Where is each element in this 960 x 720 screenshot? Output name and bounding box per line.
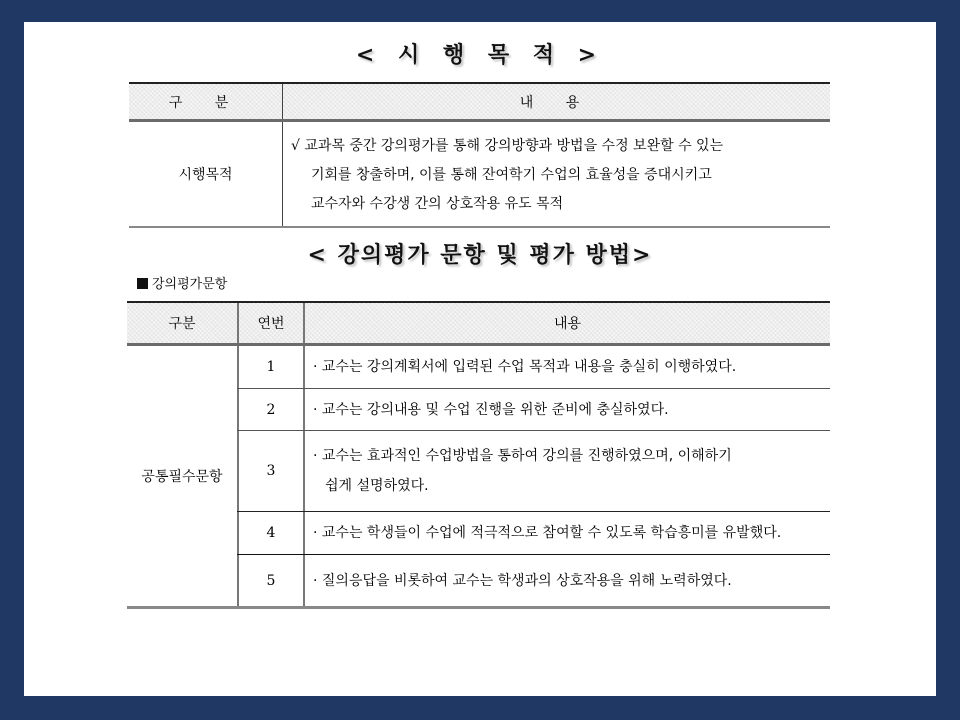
item-number: 4 xyxy=(237,512,303,554)
item-line: · 교수는 학생들이 수업에 적극적으로 참여할 수 있도록 학습흥미를 유발했다. xyxy=(313,525,782,541)
item-content xyxy=(303,389,830,430)
item-line: · 교수는 강의내용 및 수업 진행을 위한 준비에 충실하였다. xyxy=(313,401,669,418)
purpose-content xyxy=(283,122,830,226)
evaluation-table-header xyxy=(127,301,830,346)
evaluation-table xyxy=(127,301,830,609)
item-number: 1 xyxy=(237,346,303,388)
table-row xyxy=(237,511,830,554)
item-content xyxy=(303,512,830,554)
purpose-line-1: √ 교과목 중간 강의평가를 통해 강의방향과 방법을 수정 보완할 수 있는 xyxy=(291,138,724,154)
purpose-line-2: 기회를 창출하며, 이를 통해 잔여학기 수업의 효율성을 증대시키고 xyxy=(311,167,712,183)
header-number: 연번 xyxy=(237,303,303,343)
section-title-purpose: < 시 행 목 적 > xyxy=(355,42,605,68)
header-content: 내용 xyxy=(303,303,830,343)
item-line: 쉽게 설명하였다. xyxy=(325,478,429,494)
purpose-table-header xyxy=(129,82,830,122)
sub-label-text: 강의평가문항 xyxy=(152,277,228,292)
table-row xyxy=(237,430,830,511)
sub-label xyxy=(137,273,227,292)
item-line: · 질의응답을 비롯하여 교수는 학생과의 상호작용을 위해 노력하였다. xyxy=(313,572,732,589)
purpose-table xyxy=(129,82,830,228)
group-label: 공통필수문항 xyxy=(141,469,223,485)
item-content xyxy=(303,431,830,511)
item-content xyxy=(303,555,830,606)
item-line: · 교수는 강의계획서에 입력된 수업 목적과 내용을 충실히 이행하였다. xyxy=(313,359,737,375)
header-category: 구분 xyxy=(168,316,196,332)
header-content: 내 용 xyxy=(519,94,594,111)
purpose-line-3: 교수자와 수강생 간의 상호작용 유도 목적 xyxy=(311,196,564,212)
item-number: 2 xyxy=(237,389,303,430)
item-line: · 교수는 효과적인 수업방법을 통하여 강의를 진행하였으며, 이해하기 xyxy=(313,448,732,464)
table-row xyxy=(237,346,830,388)
item-rows xyxy=(237,346,830,606)
item-number: 5 xyxy=(237,555,303,606)
purpose-category: 시행목적 xyxy=(129,122,283,226)
item-content xyxy=(303,346,830,388)
item-number: 3 xyxy=(237,431,303,511)
table-row xyxy=(237,554,830,606)
black-square-icon xyxy=(137,278,148,289)
evaluation-table-body xyxy=(127,346,830,609)
purpose-table-row xyxy=(129,122,830,228)
header-category: 구 분 xyxy=(129,84,283,119)
table-row xyxy=(237,388,830,430)
section-title-evaluation: < 강의평가 문항 및 평가 방법> xyxy=(307,242,653,268)
